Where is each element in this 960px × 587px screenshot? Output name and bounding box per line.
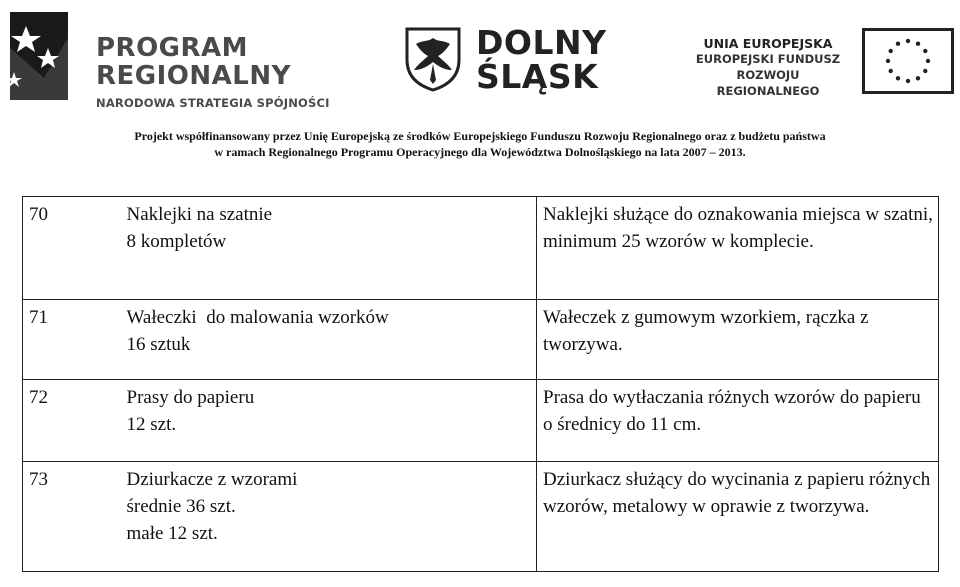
eu-star-icon xyxy=(926,59,930,63)
item-description: Wałeczek z gumowym wzorkiem, rączka z tworzywa. xyxy=(537,300,939,380)
eu-star-icon xyxy=(906,79,910,83)
item-description: Dziurkacz służący do wycinania z papieru różnych wzorów, metalowy w oprawie z tworzywa. xyxy=(537,462,939,572)
eu-star-icon xyxy=(916,42,920,46)
item-quantity: 8 kompletów xyxy=(126,231,227,252)
table-row xyxy=(23,462,939,572)
project-line-1: Projekt współfinansowany przez Unię Europejską ze środków Europejskiego Funduszu Rozwoju Regionalnego oraz z budżetu państwa xyxy=(134,129,826,143)
items-table xyxy=(22,196,939,572)
table-row xyxy=(23,380,939,462)
eu-star-icon xyxy=(886,59,890,63)
dolny-slask-crest-icon xyxy=(404,26,462,92)
slask-line: ŚLĄSK xyxy=(476,57,599,96)
eu-star-icon xyxy=(916,76,920,80)
fundusz-line: EUROPEJSKI FUNDUSZ xyxy=(695,52,841,66)
item-quantity: 12 szt. xyxy=(126,414,177,435)
rozwoju-line: ROZWOJU REGIONALNEGO xyxy=(716,68,820,98)
eu-star-icon xyxy=(923,49,927,53)
item-number: 72 xyxy=(23,380,121,462)
eu-star-icon xyxy=(923,69,927,73)
program-line: PROGRAM xyxy=(96,33,249,63)
eu-star-icon xyxy=(896,42,900,46)
item-number: 70 xyxy=(23,197,121,300)
item-quantity: małe 12 szt. xyxy=(126,523,218,544)
eu-star-icon xyxy=(906,39,910,43)
project-info xyxy=(0,128,960,160)
item-quantity: 16 sztuk xyxy=(126,334,191,355)
program-regionalny-logo-icon xyxy=(4,8,74,104)
item-name-cell xyxy=(121,462,537,572)
item-quantity: średnie 36 szt. xyxy=(126,496,236,517)
item-number: 71 xyxy=(23,300,121,380)
header-logos xyxy=(0,0,960,120)
project-line-2: w ramach Regionalnego Programu Operacyjnego dla Województwa Dolnośląskiego na lata 2007 – 2013. xyxy=(214,145,746,159)
item-description: Naklejki służące do oznakowania miejsca w szatni, minimum 25 wzorów w komplecie. xyxy=(537,197,939,300)
eu-star-icon xyxy=(889,69,893,73)
item-name: Wałeczki do malowania wzorków xyxy=(126,307,389,328)
dolny-slask-text xyxy=(476,23,607,96)
item-name: Naklejki na szatnie xyxy=(126,204,273,225)
item-name: Prasy do papieru xyxy=(126,387,255,408)
item-name: Dziurkacze z wzorami xyxy=(126,469,298,490)
item-name-cell xyxy=(121,300,537,380)
program-regionalny-text xyxy=(96,34,330,110)
item-number: 73 xyxy=(23,462,121,572)
eu-flag-icon xyxy=(862,28,954,94)
eu-star-icon xyxy=(896,76,900,80)
item-description: Prasa do wytłaczania różnych wzorów do papieru o średnicy do 11 cm. xyxy=(537,380,939,462)
regionalny-line: REGIONALNY xyxy=(96,61,291,91)
item-name-cell xyxy=(121,197,537,300)
eu-star-icon xyxy=(889,49,893,53)
unia-line: UNIA EUROPEJSKA xyxy=(703,36,833,51)
table-row xyxy=(23,197,939,300)
unia-europejska-text xyxy=(684,36,852,99)
table-row xyxy=(23,300,939,380)
item-name-cell xyxy=(121,380,537,462)
dolny-line: DOLNY xyxy=(476,23,607,62)
strategia-line: NARODOWA STRATEGIA SPÓJNOŚCI xyxy=(96,96,330,110)
